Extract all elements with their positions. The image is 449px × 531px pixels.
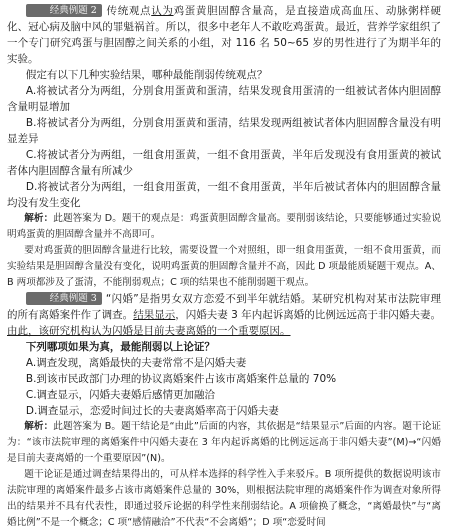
example-3-paragraph: 经典例题 3 “闪婚”是指男女双方恋爱不到半年就结婚。某研究机构对某市法院审理的所有离婚案件作了调查。结果显示，闪婚夫妻 3 年内起诉离婚的比例远远高于非闪婚夫妻。由此，该研究机构认为闪婚是目前夫妻离婚的一个重要原因。 (7, 293, 441, 337)
example-2-question: 假定有以下几种实验结果，哪种最能削弱传统观点？ (25, 69, 268, 81)
example-2-paragraph: 经典例题 2 传统观点认为鸡蛋黄胆固醇含量高，是直接造成高血压、动脉粥样硬化、冠心病及脑中风的罪魁祸首。所以，很多中老年人不敢吃鸡蛋黄。最近，营养学家组织了一个专门研究鸡蛋与胆固醇之间关系的小组，对 116 名 50~65 岁的男性进行了为期半年的实验。 (7, 5, 442, 65)
example-3-option-a: A.调查发现，离婚最快的夫妻常常不是闪婚夫妻 (25, 357, 247, 369)
example-2-option-b: B.将被试者分为两组，分别食用蛋黄和蛋清，结果发现两组被试者体内胆固醇含量没有明显差异 (7, 117, 441, 145)
example-2-option-d: D.将被试者分为两组，一组食用蛋黄，一组不食用蛋黄，半年后被试者体内的胆固醇含量均没有发生变化 (7, 181, 441, 209)
example-3-question: 下列哪项如果为真，最能削弱以上论证？ (25, 341, 215, 353)
example-3-option-c: C.调查显示，闪婚夫妻婚后感情更加融洽 (25, 389, 216, 401)
example-2-explanation-cont: 要对鸡蛋黄的胆固醇含量进行比较，需要设置一个对照组，即一组食用蛋黄，一组不食用蛋黄，而实验结果是胆固醇含量没有变化，说明鸡蛋黄的胆固醇含量并不高，因此 D 项最能质疑题干观点。A、B 两项都涉及了蛋清，不能削弱观点；C 项的结果也不能削弱题干观点。 (7, 245, 441, 288)
example-3-explanation-cont: 题干论证是通过调查结果得出的，可从样本选择的科学性入手来驳斥。B 项所提供的数据说明该市法院审理的离婚案件最多占该市离婚案件总量的 30%，则根据法院审理的离婚案件作为调查对象所得出的结果并不具有代表性，即通过驳斥论据的科学性来削弱结论。A 项偷换了概念，“离婚最快”与“离婚比例”不是一个概念；C 项“感情融洽”不代表“不会离婚”；D 项“恋爱时间 (7, 469, 441, 528)
example-3-option-b: B.到该市民政部门办理的协议离婚案件占该市离婚案件总量的 70% (25, 373, 337, 385)
example-3-option-d: D.调查显示，恋爱时间过长的夫妻离婚率高于闪婚夫妻 (25, 405, 279, 417)
example-2-option-a: A.将被试者分为两组，分别食用蛋黄和蛋清，结果发现食用蛋清的一组被试者体内胆固醇含量明显增加 (7, 85, 441, 113)
example-2-explanation: 解析：此题答案为 D。题干的观点是：鸡蛋黄胆固醇含量高。要削弱该结论，只要能够通过实验说明鸡蛋黄的胆固醇含量并不高即可。 (7, 213, 441, 240)
example-3-explanation: 解析：此题答案为 B。题干结论是“由此”后面的内容，其依据是“结果显示”后面的内容。题干论证为：“该市法院审理的离婚案件中闪婚夫妻在 3 年内起诉离婚的比例远远高于非闪婚夫妻”(M)→“闪婚是目前夫妻离婚的一个重要原因”(N)。 (7, 421, 441, 464)
example-2-option-c: C.将被试者分为两组，一组食用蛋黄，一组不食用蛋黄，半年后发现没有食用蛋黄的被试者体内胆固醇含量有所减少 (7, 149, 441, 177)
example-3-badge: 经典例题 3 (26, 292, 102, 305)
example-2-badge: 经典例题 2 (26, 4, 102, 17)
